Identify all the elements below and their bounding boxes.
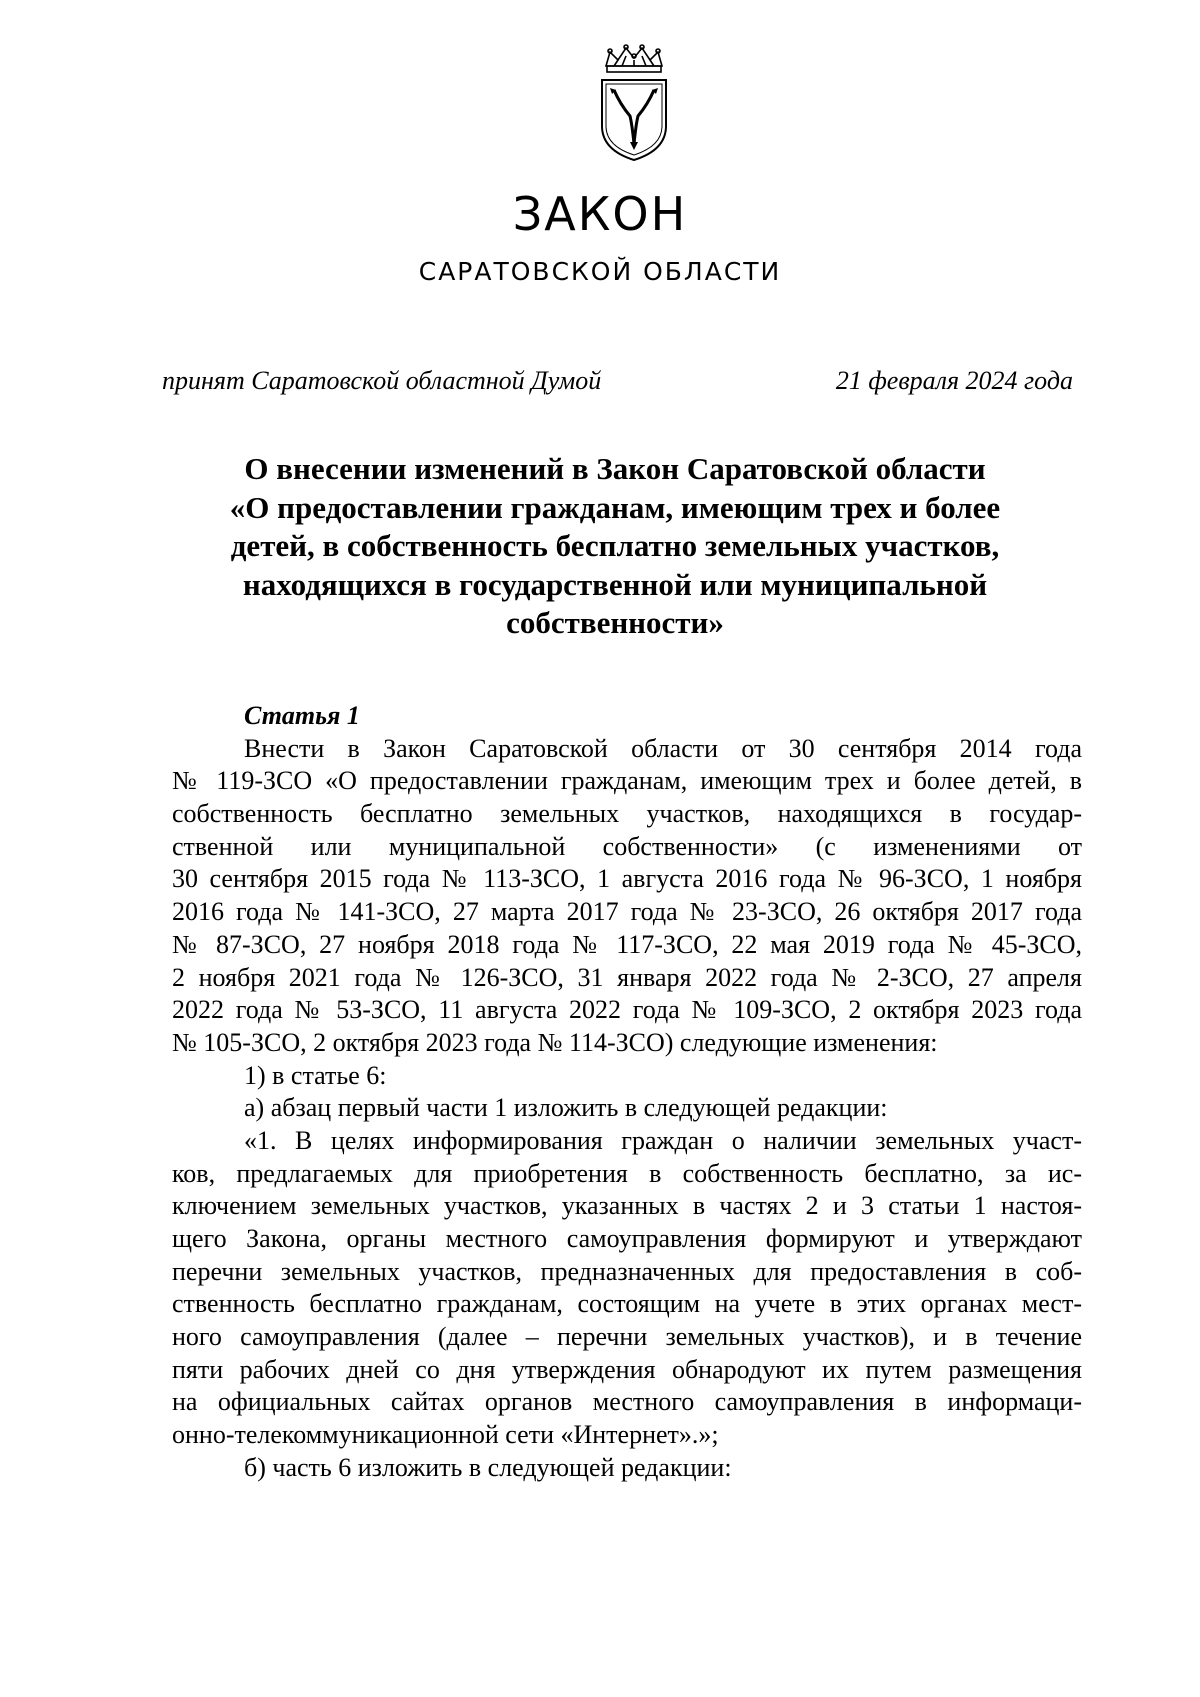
body-line: ственной или муниципальной собственности» (с изменениями от xyxy=(172,831,1082,861)
adoption-date: 21 февраля 2024 года xyxy=(835,366,1073,395)
body-line: ственность бесплатно гражданам, состоящим на учете в этих органах мест- xyxy=(172,1289,1082,1319)
body-line: 30 сентября 2015 года № 113-ЗСО, 1 августа 2016 года № 96-ЗСО, 1 ноября xyxy=(172,864,1082,894)
body-line: б) часть 6 изложить в следующей редакции: xyxy=(244,1452,732,1482)
body-line: 2016 года № 141-ЗСО, 27 марта 2017 года № 23-ЗСО, 26 октября 2017 года xyxy=(172,897,1082,927)
body-line: на официальных сайтах органов местного самоуправления в информаци- xyxy=(172,1387,1082,1417)
document-title-line: детей, в собственность бесплатно земельных участков, xyxy=(230,528,1000,564)
body-line: «1. В целях информирования граждан о наличии земельных участ- xyxy=(244,1125,1082,1155)
adopted-by-text: принят Саратовской областной Думой xyxy=(162,366,602,395)
body-line: 2 ноября 2021 года № 126-ЗСО, 31 января 2022 года № 2-ЗСО, 27 апреля xyxy=(172,962,1082,992)
body-line: Внести в Закон Саратовской области от 30 сентября 2014 года xyxy=(244,733,1082,763)
document-title-line: О внесении изменений в Закон Саратовской области xyxy=(244,451,986,486)
body-line: а) абзац первый части 1 изложить в следующей редакции: xyxy=(244,1093,888,1123)
body-line: перечни земельных участков, предназначенных для предоставления в соб- xyxy=(172,1256,1082,1286)
body-line: ков, предлагаемых для приобретения в собственность бесплатно, за ис- xyxy=(172,1158,1082,1188)
body-line: 1) в статье 6: xyxy=(244,1060,387,1090)
law-region-subtitle: САРАТОВСКОЙ ОБЛАСТИ xyxy=(418,257,782,286)
document-title-line: находящихся в государственной или муниципальной xyxy=(242,566,988,602)
body-line: № 105-ЗСО, 2 октября 2023 года № 114-ЗСО) следующие изменения: xyxy=(172,1027,938,1057)
law-type-title: ЗАКОН xyxy=(512,187,688,241)
body-line: онно-телекоммуникационной сети «Интернет».»; xyxy=(172,1420,719,1450)
body-line: ключением земельных участков, указанных в частях 2 и 3 статьи 1 настоя- xyxy=(172,1191,1082,1221)
document-title-line: собственности» xyxy=(506,605,724,641)
document-title-line: «О предоставлении гражданам, имеющим трех и более xyxy=(229,489,1001,525)
body-line: собственность бесплатно земельных участков, находящихся в государ- xyxy=(172,799,1082,829)
article-heading: Статья 1 xyxy=(244,701,360,730)
body-line: № 87-ЗСО, 27 ноября 2018 года № 117-ЗСО, 22 мая 2019 года № 45-ЗСО, xyxy=(172,929,1082,959)
article-body xyxy=(172,700,1082,1485)
body-line: пяти рабочих дней со дня утверждения обнародуют их путем размещения xyxy=(172,1354,1082,1384)
document-title xyxy=(150,450,1080,643)
body-line: щего Закона, органы местного самоуправления формируют и утверждают xyxy=(172,1224,1082,1253)
body-line: № 119-ЗСО «О предоставлении гражданам, имеющим трех и более детей, в xyxy=(172,766,1082,796)
saratov-coat-of-arms-icon xyxy=(596,44,672,164)
body-line: 2022 года № 53-ЗСО, 11 августа 2022 года № 109-ЗСО, 2 октября 2023 года xyxy=(172,995,1082,1025)
body-line: ного самоуправления (далее – перечни земельных участков), и в течение xyxy=(172,1322,1082,1352)
